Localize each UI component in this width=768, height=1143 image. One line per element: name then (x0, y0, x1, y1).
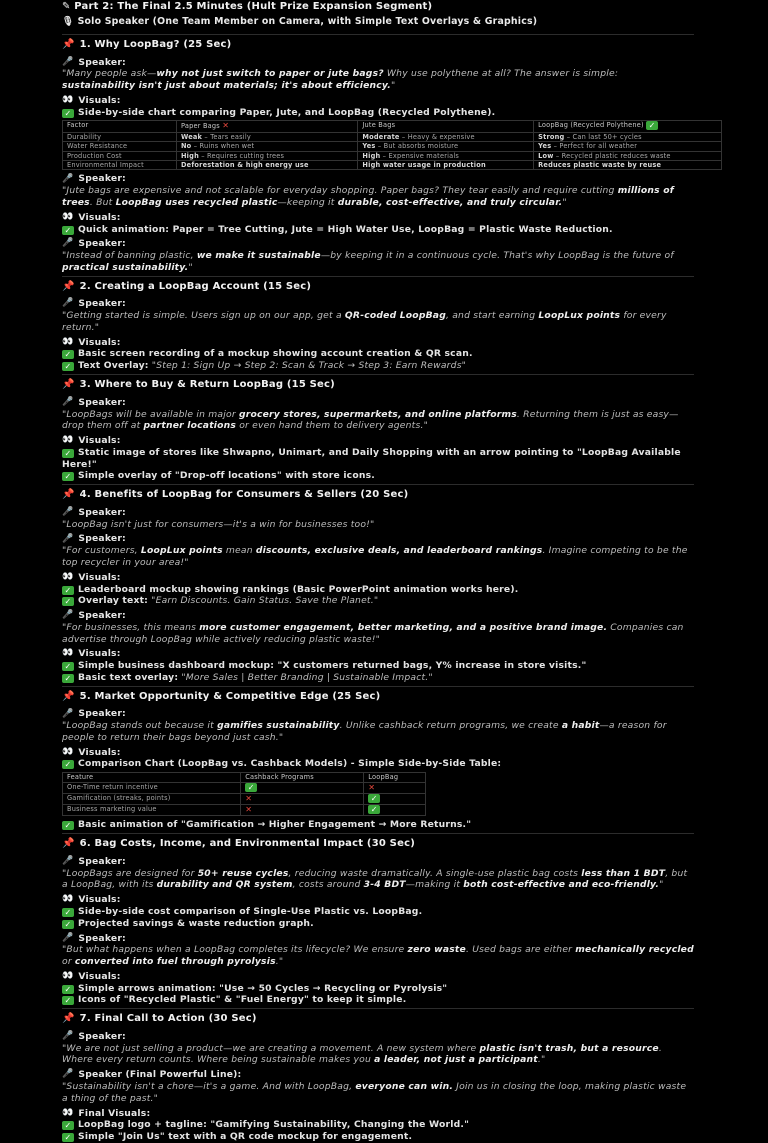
emphasis-text: less than 1 BDT (581, 867, 666, 879)
emphasis-text: millions of trees (62, 185, 674, 208)
table-header-cell: LoopBag (364, 773, 426, 782)
table-header-cell: Feature (63, 773, 241, 782)
speaker-text (62, 68, 694, 92)
microphone-icon: 🎤 (62, 173, 74, 184)
check-icon: ✓ (62, 226, 74, 235)
plain-text: " (188, 261, 193, 273)
section-3 (62, 374, 694, 482)
speaker-text (62, 310, 694, 334)
document (62, 0, 694, 1143)
section-title: 📌 5. Market Opportunity & Competitive Edge (25 Sec) (62, 690, 381, 702)
table-header-cell: LoopBag (Recycled Polythene) ✓ (534, 121, 722, 132)
visuals-label: 👀 Visuals: (62, 94, 121, 106)
pushpin-icon: 📌 (62, 1013, 75, 1025)
visual-item: ✓ Simple overlay of "Drop-off locations" with store icons. (62, 470, 694, 482)
visuals-label: 👀 Visuals: (62, 211, 121, 223)
table-cell (534, 161, 722, 170)
check-icon: ✓ (62, 472, 74, 481)
visuals-label: 👀 Visuals: (62, 746, 121, 758)
speaker-label: 🎤 Speaker: (62, 932, 126, 944)
check-icon: ✓ (368, 805, 380, 814)
speaker-text (62, 622, 694, 646)
speaker-label: 🎤 Speaker: (62, 396, 126, 408)
eyes-icon: 👀 (62, 894, 74, 905)
cell-strong: Strong (538, 132, 565, 141)
table-cell (63, 132, 177, 141)
emphasis-text: 50+ reuse cycles (197, 867, 289, 879)
check-icon: ✓ (646, 121, 658, 130)
eyes-icon: 👀 (62, 970, 74, 981)
cross-icon: ✕ (245, 805, 253, 815)
table-row (63, 782, 426, 793)
emphasis-text: a leader, not just a participant (374, 1054, 538, 1066)
visual-item: ✓ Side-by-side chart comparing Paper, Jute, and LoopBag (Recycled Polythene). (62, 107, 694, 119)
speaker-text (62, 944, 694, 968)
table-cell (241, 805, 364, 816)
eyes-icon: 👀 (62, 336, 74, 347)
cell-strong: Reduces plastic waste by reuse (538, 161, 662, 169)
mic-icon: 🎙 (62, 15, 75, 27)
table-cell (176, 132, 357, 141)
check-icon: ✓ (62, 109, 74, 118)
check-icon: ✓ (62, 662, 74, 671)
plain-text: —keeping it (277, 196, 338, 208)
speaker-text (62, 1043, 694, 1067)
speaker-text (62, 1081, 694, 1105)
check-icon: ✓ (62, 908, 74, 917)
plain-text: "For businesses, this means (62, 621, 200, 633)
emphasis-text: discounts, exclusive deals, and leaderboard rankings (255, 545, 543, 557)
table-cell (534, 142, 722, 151)
plain-text: or (62, 956, 75, 968)
plain-text: for every return." (62, 310, 667, 333)
plain-text: or even hand them to delivery agents." (236, 420, 429, 432)
emphasis-text: LoopLux points (538, 310, 621, 322)
table-cell: One-Time return incentive (63, 782, 241, 793)
visuals-label: 👀 Visuals: (62, 648, 121, 660)
cross-icon: ✕ (222, 121, 230, 131)
microphone-icon: 🎤 (62, 396, 74, 407)
table-cell (176, 161, 357, 170)
cell-text: – Recycled plastic reduces waste (553, 151, 671, 160)
plain-text: , and start earning (445, 310, 539, 322)
speaker-text (62, 185, 694, 209)
plain-text: "LoopBags are designed for (62, 867, 198, 879)
speaker-label: 🎤 Speaker: (62, 708, 126, 720)
emphasis-text: partner locations (143, 420, 237, 432)
plain-text: " (390, 80, 396, 92)
cell-text: – Ruins when wet (191, 142, 255, 151)
microphone-icon: 🎤 (62, 1069, 74, 1080)
table-row (63, 793, 426, 804)
visual-item: ✓ Basic text overlay: "More Sales | Better Branding | Sustainable Impact." (62, 672, 694, 684)
visual-item: ✓ Text Overlay: "Step 1: Sign Up → Step 2: Scan & Track → Step 3: Earn Rewards" (62, 360, 694, 372)
cell-strong: Yes (538, 142, 552, 151)
table-cell (364, 793, 426, 804)
microphone-icon: 🎤 (62, 298, 74, 309)
page-title: ✎ Part 2: The Final 2.5 Minutes (Hult Prize Expansion Segment) (62, 1, 433, 12)
visuals-label: 👀 Visuals: (62, 571, 121, 583)
plain-text: "LoopBags will be available in major (62, 408, 239, 420)
pushpin-icon: 📌 (62, 489, 75, 501)
microphone-icon: 🎤 (62, 1031, 74, 1042)
speaker-final-label: 🎤 Speaker (Final Powerful Line): (62, 1069, 242, 1081)
cell-text: Durability (67, 132, 102, 141)
plain-text: —making it (405, 879, 464, 891)
emphasis-text: everyone can win. (355, 1081, 454, 1092)
plain-text: ." (537, 1054, 546, 1066)
section-7 (62, 1008, 694, 1143)
plain-text: "Getting started is simple. Users sign up on our app, get a (62, 310, 345, 322)
materials-comparison-table (62, 120, 722, 170)
table-row (63, 132, 722, 141)
microphone-icon: 🎤 (62, 533, 74, 544)
speaker-label: 🎤 Speaker: (62, 298, 126, 310)
cell-text: – Tears easily (202, 132, 251, 141)
microphone-icon: 🎤 (62, 932, 74, 943)
check-icon: ✓ (62, 760, 74, 769)
plain-text: mean (222, 545, 256, 557)
plain-text: —by keeping it in a continuous cycle. That's why LoopBag is the future of (320, 250, 674, 262)
visual-item: ✓ Leaderboard mockup showing rankings (Basic PowerPoint animation works here). (62, 584, 694, 596)
check-icon: ✓ (62, 821, 74, 830)
table-cell (364, 782, 426, 793)
eyes-icon: 👀 (62, 1107, 74, 1118)
speaker-label: 🎤 Speaker: (62, 238, 126, 250)
plain-text: , but a LoopBag, with its (62, 867, 688, 891)
plain-text: , reducing waste dramatically. A single-use plastic bag costs (288, 867, 582, 879)
table-cell (63, 161, 177, 170)
check-icon: ✓ (62, 674, 74, 683)
table-cell (241, 793, 364, 804)
cashback-comparison-table (62, 772, 426, 816)
plain-text: . But (89, 196, 116, 208)
cell-text: Production Cost (67, 151, 122, 160)
cell-strong: Yes (362, 142, 376, 151)
speaker-label: 🎤 Speaker: (62, 56, 126, 68)
speaker-label: 🎤 Speaker: (62, 855, 126, 867)
table-header-cell: Factor (63, 121, 177, 132)
final-visuals-label: 👀 Final Visuals: (62, 1107, 151, 1119)
plain-text: "LoopBag stands out because it (62, 720, 218, 732)
plain-text: Join us in closing the loop, making plastic waste a thing of the past." (62, 1081, 687, 1104)
table-cell: Business marketing value (63, 805, 241, 816)
visual-item: ✓ Simple arrows animation: "Use → 50 Cycles → Recycling or Pyrolysis" (62, 983, 694, 995)
visual-item: ✓ Static image of stores like Shwapno, Unimart, and Daily Shopping with an arrow pointing to "LoopBag Available Here!" (62, 446, 681, 470)
microphone-icon: 🎤 (62, 856, 74, 867)
eyes-icon: 👀 (62, 746, 74, 757)
speaker-text (62, 250, 694, 274)
cell-text: – Can last 50+ cycles (564, 132, 642, 141)
table-cell (63, 142, 177, 151)
plain-text: "Sustainability isn't a chore—it's a game. And with LoopBag, (62, 1081, 356, 1092)
section-5 (62, 686, 694, 832)
emphasis-text: sustainability isn't just about materials; it's about efficiency. (62, 80, 391, 92)
pushpin-icon: 📌 (62, 38, 75, 50)
table-header-cell: Cashback Programs (241, 773, 364, 782)
emphasis-text: mechanically recycled (575, 944, 694, 956)
page-subtitle: 🎙 Solo Speaker (One Team Member on Camera, with Simple Text Overlays & Graphics) (62, 15, 538, 27)
visual-item: ✓ Simple business dashboard mockup: "X customers returned bags, Y% increase in store visits." (62, 660, 694, 672)
eyes-icon: 👀 (62, 435, 74, 446)
table-cell (358, 142, 534, 151)
microphone-icon: 🎤 (62, 610, 74, 621)
check-icon: ✓ (62, 350, 74, 359)
emphasis-text: plastic isn't trash, but a resource (479, 1042, 659, 1054)
plain-text: . Returning them is just as easy—drop them off at (62, 408, 679, 432)
check-icon: ✓ (368, 794, 380, 803)
table-cell (176, 151, 357, 160)
eyes-icon: 👀 (62, 571, 74, 582)
cell-text: – But absorbs moisture (375, 142, 459, 151)
check-icon: ✓ (62, 597, 74, 606)
plain-text: "LoopBag isn't just for consumers—it's a win for businesses too!" (62, 518, 375, 530)
emphasis-text: LoopBag uses recycled plastic (115, 196, 278, 208)
microphone-icon: 🎤 (62, 507, 74, 518)
visual-item: ✓ Basic screen recording of a mockup showing account creation & QR scan. (62, 348, 694, 360)
eyes-icon: 👀 (62, 211, 74, 222)
check-icon: ✓ (62, 985, 74, 994)
plain-text: "Instead of banning plastic, (62, 250, 197, 262)
check-icon: ✓ (62, 449, 74, 458)
plain-text: " (659, 879, 664, 891)
visuals-label: 👀 Visuals: (62, 970, 121, 982)
section-1 (62, 34, 694, 274)
table-cell (241, 782, 364, 793)
plain-text: "For customers, (62, 545, 141, 557)
cell-strong: High water usage in production (362, 161, 486, 169)
check-icon: ✓ (62, 586, 74, 595)
check-icon: ✓ (62, 920, 74, 929)
table-cell (63, 151, 177, 160)
eyes-icon: 👀 (62, 648, 74, 659)
section-title: 📌 4. Benefits of LoopBag for Consumers & Sellers (20 Sec) (62, 489, 409, 501)
table-row (63, 151, 722, 160)
microphone-icon: 🎤 (62, 708, 74, 719)
plain-text: . Imagine competing to be the top recycler in your area!" (62, 545, 688, 568)
emphasis-text: more customer engagement, better marketing, and a positive brand image. (199, 621, 608, 633)
plain-text: —a reason for people to return their bags beyond just cash." (62, 720, 667, 743)
emphasis-text: QR-coded LoopBag (344, 310, 446, 322)
emphasis-text: practical sustainability. (62, 261, 189, 273)
emphasis-text: LoopLux points (140, 545, 223, 557)
section-title: 📌 3. Where to Buy & Return LoopBag (15 Sec) (62, 378, 335, 390)
cell-strong: Weak (180, 132, 203, 141)
table-cell (534, 132, 722, 141)
cell-strong: Low (538, 151, 554, 160)
visual-item: ✓ Overlay text: "Earn Discounts. Gain Status. Save the Planet." (62, 595, 694, 607)
table-cell (534, 151, 722, 160)
microphone-icon: 🎤 (62, 238, 74, 249)
table-row (63, 142, 722, 151)
speaker-label: 🎤 Speaker: (62, 610, 126, 622)
cell-text: – Expensive materials (380, 151, 460, 160)
emphasis-text: we make it sustainable (196, 250, 321, 262)
table-cell (358, 151, 534, 160)
cell-text: – Perfect for all weather (551, 142, 638, 151)
cell-strong: High (180, 151, 199, 160)
plain-text: . Where every return counts. Where being sustainable makes you (62, 1042, 662, 1066)
emphasis-text: gamifies sustainability (217, 720, 340, 732)
table-cell: Gamification (streaks, points) (63, 793, 241, 804)
section-4 (62, 484, 694, 684)
emphasis-text: zero waste (407, 944, 466, 956)
section-title: 📌 6. Bag Costs, Income, and Environmental Impact (30 Sec) (62, 838, 415, 850)
section-title: 📌 7. Final Call to Action (30 Sec) (62, 1013, 257, 1025)
cell-text: Environmental Impact (67, 161, 144, 169)
speaker-label: 🎤 Speaker: (62, 1030, 126, 1042)
plain-text: "Jute bags are expensive and not scalable for everyday shopping. Paper bags? They tear easily and require cutting (62, 185, 618, 197)
visual-item: ✓ Side-by-side cost comparison of Single-Use Plastic vs. LoopBag. (62, 906, 694, 918)
visual-item: ✓ Projected savings & waste reduction graph. (62, 918, 694, 930)
pushpin-icon: 📌 (62, 378, 75, 390)
speaker-label: 🎤 Speaker: (62, 173, 126, 185)
table-cell (358, 132, 534, 141)
cell-text: – Heavy & expensive (399, 132, 475, 141)
emphasis-text: converted into fuel through pyrolysis (74, 956, 276, 968)
section-title: 📌 1. Why LoopBag? (25 Sec) (62, 38, 232, 50)
plain-text: ." (275, 956, 284, 968)
speaker-text (62, 519, 694, 531)
table-header-cell: Jute Bags (358, 121, 534, 132)
section-title: 📌 2. Creating a LoopBag Account (15 Sec) (62, 280, 312, 292)
speaker-text (62, 409, 694, 433)
plain-text: . Used bags are either (465, 944, 576, 956)
cross-icon: ✕ (368, 782, 376, 792)
visual-item: ✓ Icons of "Recycled Plastic" & "Fuel Energy" to keep it simple. (62, 994, 694, 1006)
visual-item: ✓ LoopBag logo + tagline: "Gamifying Sustainability, Changing the World." (62, 1119, 694, 1131)
check-icon: ✓ (62, 996, 74, 1005)
check-icon: ✓ (62, 1121, 74, 1130)
emphasis-text: grocery stores, supermarkets, and online platforms (238, 408, 517, 420)
table-row (63, 805, 426, 816)
pushpin-icon: 📌 (62, 838, 75, 850)
eyes-icon: 👀 (62, 95, 74, 106)
visual-item: ✓ Basic animation of "Gamification → Higher Engagement → More Returns." (62, 819, 694, 831)
emphasis-text: both cost-effective and eco-friendly. (463, 879, 660, 891)
cross-icon: ✕ (245, 793, 253, 803)
emphasis-text: durability and QR system (156, 879, 293, 891)
speaker-text (62, 545, 694, 569)
cell-text: Water Resistance (67, 142, 128, 151)
pushpin-icon: 📌 (62, 280, 75, 292)
emphasis-text: 3-4 BDT (363, 879, 406, 891)
plain-text: " (562, 196, 567, 208)
plain-text: , costs around (292, 879, 364, 891)
section-2 (62, 276, 694, 372)
speaker-text (62, 720, 694, 744)
table-cell (358, 161, 534, 170)
visual-item: ✓ Quick animation: Paper = Tree Cutting, Jute = High Water Use, LoopBag = Plastic Waste Reduction. (62, 224, 694, 236)
emphasis-text: a habit (561, 720, 600, 732)
plain-text: "We are not just selling a product—we are creating a movement. A new system where (62, 1042, 480, 1054)
check-icon: ✓ (245, 783, 257, 792)
table-cell (176, 142, 357, 151)
speaker-label: 🎤 Speaker: (62, 506, 126, 518)
table-row (63, 161, 722, 170)
plain-text: "But what happens when a LoopBag completes its lifecycle? We ensure (62, 944, 408, 956)
table-cell (364, 805, 426, 816)
speaker-text (62, 868, 694, 892)
plain-text: Why use polythene at all? The answer is simple: (383, 68, 619, 80)
emphasis-text: why not just switch to paper or jute bags? (156, 68, 384, 80)
plain-text: . Unlike cashback return programs, we create (339, 720, 562, 732)
microphone-icon: 🎤 (62, 56, 74, 67)
check-icon: ✓ (62, 362, 74, 371)
visuals-label: 👀 Visuals: (62, 894, 121, 906)
table-header-cell: Paper Bags ✕ (176, 121, 357, 132)
plain-text: Companies can advertise through LoopBag while actively reducing plastic waste!" (62, 621, 684, 645)
pushpin-icon: 📌 (62, 690, 75, 702)
pen-icon: ✎ (62, 1, 71, 12)
cell-strong: High (362, 151, 381, 160)
cell-strong: No (180, 142, 192, 151)
plain-text: "Many people ask— (62, 68, 157, 80)
visuals-label: 👀 Visuals: (62, 336, 121, 348)
emphasis-text: durable, cost-effective, and truly circular. (337, 196, 563, 208)
visual-item: ✓ Comparison Chart (LoopBag vs. Cashback Models) - Simple Side-by-Side Table: (62, 758, 694, 770)
cell-text: – Requires cutting trees (198, 151, 285, 160)
visual-item: ✓ Simple "Join Us" text with a QR code mockup for engagement. (62, 1131, 694, 1143)
check-icon: ✓ (62, 1133, 74, 1142)
cell-strong: Moderate (362, 132, 400, 141)
speaker-label: 🎤 Speaker: (62, 533, 126, 545)
cell-strong: Deforestation & high energy use (180, 161, 309, 169)
visuals-label: 👀 Visuals: (62, 435, 121, 447)
section-6 (62, 833, 694, 1006)
